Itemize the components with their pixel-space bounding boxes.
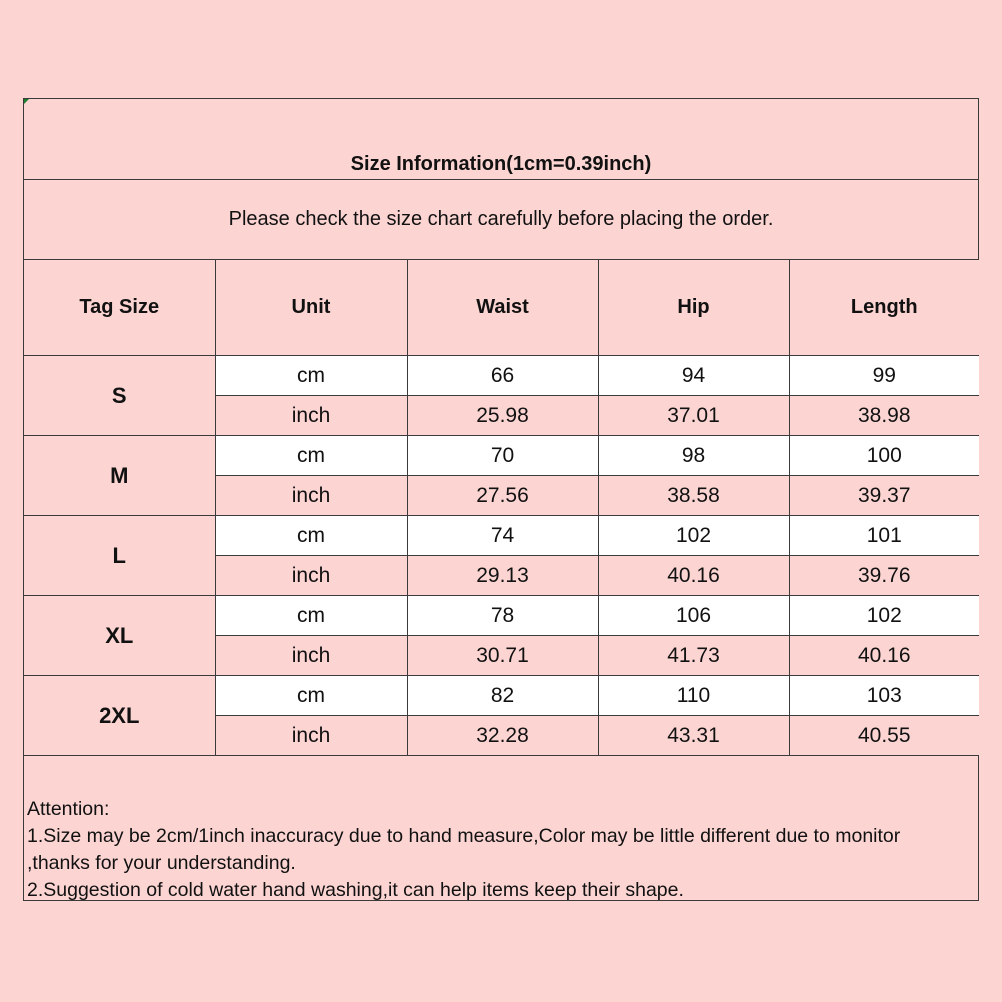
tag-size-cell: M xyxy=(24,436,215,516)
unit-cell: inch xyxy=(215,476,407,516)
length-cell: 100 xyxy=(789,436,979,476)
length-cell: 99 xyxy=(789,356,979,396)
header-hip: Hip xyxy=(598,260,789,356)
table-row xyxy=(24,436,979,476)
waist-cell: 32.28 xyxy=(407,716,598,756)
length-cell: 102 xyxy=(789,596,979,636)
header-length: Length xyxy=(789,260,979,356)
unit-cell: inch xyxy=(215,556,407,596)
attention-line: 2.Suggestion of cold water hand washing,it can help items keep their shape. xyxy=(27,879,684,901)
length-cell: 103 xyxy=(789,676,979,716)
length-cell: 101 xyxy=(789,516,979,556)
order-notice: Please check the size chart carefully before placing the order. xyxy=(228,208,774,230)
waist-cell: 30.71 xyxy=(407,636,598,676)
waist-cell: 70 xyxy=(407,436,598,476)
hip-cell: 102 xyxy=(598,516,789,556)
hip-cell: 94 xyxy=(598,356,789,396)
notice-band xyxy=(24,180,978,260)
hip-cell: 37.01 xyxy=(598,396,789,436)
waist-cell: 27.56 xyxy=(407,476,598,516)
hip-cell: 110 xyxy=(598,676,789,716)
waist-cell: 25.98 xyxy=(407,396,598,436)
unit-cell: cm xyxy=(215,596,407,636)
waist-cell: 74 xyxy=(407,516,598,556)
header-unit: Unit xyxy=(215,260,407,356)
hip-cell: 98 xyxy=(598,436,789,476)
attention-band xyxy=(24,757,978,901)
tag-size-cell: 2XL xyxy=(24,676,215,756)
table-row xyxy=(24,676,979,716)
unit-cell: cm xyxy=(215,676,407,716)
unit-cell: inch xyxy=(215,636,407,676)
title-band xyxy=(24,99,978,180)
tag-size-cell: S xyxy=(24,356,215,436)
tag-size-cell: XL xyxy=(24,596,215,676)
hip-cell: 106 xyxy=(598,596,789,636)
length-cell: 40.55 xyxy=(789,716,979,756)
tag-size-cell: L xyxy=(24,516,215,596)
chart-title: Size Information(1cm=0.39inch) xyxy=(350,153,652,175)
length-cell: 40.16 xyxy=(789,636,979,676)
waist-cell: 66 xyxy=(407,356,598,396)
unit-cell: cm xyxy=(215,516,407,556)
length-cell: 38.98 xyxy=(789,396,979,436)
waist-cell: 29.13 xyxy=(407,556,598,596)
unit-cell: inch xyxy=(215,396,407,436)
waist-cell: 78 xyxy=(407,596,598,636)
attention-notes xyxy=(27,796,974,904)
unit-cell: inch xyxy=(215,716,407,756)
unit-cell: cm xyxy=(215,436,407,476)
hip-cell: 41.73 xyxy=(598,636,789,676)
header-row xyxy=(24,260,979,356)
waist-cell: 82 xyxy=(407,676,598,716)
length-cell: 39.37 xyxy=(789,476,979,516)
attention-line: ,thanks for your understanding. xyxy=(27,852,296,874)
size-chart-sheet xyxy=(23,98,979,901)
header-waist: Waist xyxy=(407,260,598,356)
hip-cell: 40.16 xyxy=(598,556,789,596)
header-tag-size: Tag Size xyxy=(24,260,215,356)
table-row xyxy=(24,356,979,396)
size-table-wrapper xyxy=(24,260,978,757)
length-cell: 39.76 xyxy=(789,556,979,596)
unit-cell: cm xyxy=(215,356,407,396)
table-row xyxy=(24,516,979,556)
table-row xyxy=(24,596,979,636)
hip-cell: 43.31 xyxy=(598,716,789,756)
size-table xyxy=(24,260,979,756)
hip-cell: 38.58 xyxy=(598,476,789,516)
attention-line: 1.Size may be 2cm/1inch inaccuracy due to hand measure,Color may be little different due to monitor xyxy=(27,825,901,847)
attention-heading: Attention: xyxy=(27,798,110,820)
